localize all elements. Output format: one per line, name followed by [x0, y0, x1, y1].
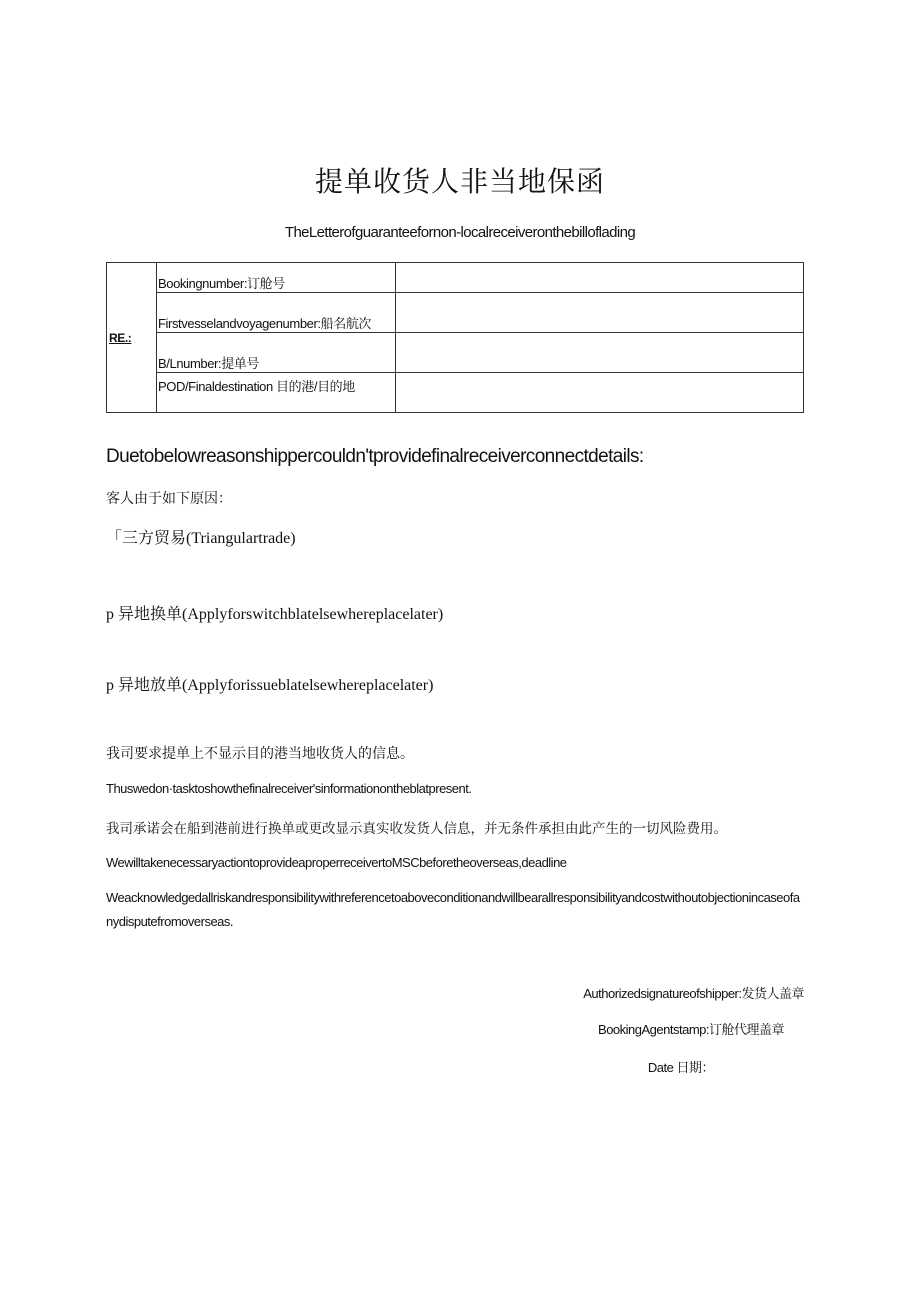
agent-stamp-label: BookingAgentstamp:订舱代理盖章 — [598, 1022, 784, 1037]
acknowledge-en: Weacknowledgedallriskandresponsibilitywithreferencetoaboveconditionandwillbearallresponsibilityandcostwithoutobjectionincaseofanydisputefromoverseas. — [106, 890, 800, 929]
field-value-bl[interactable] — [396, 333, 804, 373]
option-switch-bl[interactable] — [106, 601, 443, 624]
option-text: 三方贸易(Triangulartrade) — [122, 530, 296, 547]
commit-en: WewilltakenecessaryactiontoprovideaproperreceivertoMSCbeforetheoverseas,deadline — [106, 855, 567, 870]
option-issue-bl[interactable] — [106, 672, 433, 695]
field-value-vessel[interactable] — [396, 293, 804, 333]
request-en: Thuswedon·tasktoshowthefinalreceiver'sinformationontheblatpresent. — [106, 781, 472, 796]
date-label: Date 日期： — [647, 1060, 714, 1075]
field-value-booking[interactable] — [396, 263, 804, 293]
option-text: 异地放单(Applyforissueblatelsewhereplacelater) — [118, 677, 434, 694]
field-value-pod[interactable] — [396, 373, 804, 413]
field-label-pod — [157, 373, 396, 413]
option-triangular-trade[interactable] — [106, 525, 296, 548]
shipper-signature-label: Authorizedsignatureofshipper:发货人盖章 — [583, 986, 804, 1001]
request-cn: 我司要求提单上不显示目的港当地收货人的信息。 — [106, 746, 414, 762]
re-label: RE.: — [109, 330, 132, 345]
document-subtitle: TheLetterofguaranteefornon-localreceiveronthebilloflading — [284, 224, 636, 241]
document-title: 提单收货人非当地保函 — [314, 165, 605, 198]
checkbox-marker: p — [106, 677, 114, 694]
option-text: 异地换单(Applyforswitchblatelsewhereplacelater) — [118, 606, 444, 623]
reason-heading: Duetobelowreasonshippercouldn'tprovidefinalreceiverconnectdetails: — [106, 446, 644, 467]
re-table — [106, 262, 804, 413]
pod-destination-label: POD/Finaldestination 目的港/目的地 — [158, 379, 355, 394]
vessel-voyage-label: Firstvesselandvoyagenumber:船名航次 — [158, 316, 372, 331]
bl-number-label: B/Lnumber:提单号 — [158, 356, 260, 371]
checkbox-marker: p — [106, 606, 114, 623]
commit-cn: 我司承诺会在船到港前进行换单或更改显示真实收发货人信息，并无条件承担由此产生的一切风险费用。 — [106, 821, 727, 837]
field-label-booking — [157, 263, 396, 293]
checkbox-marker: 「 — [106, 530, 123, 547]
field-label-vessel — [157, 293, 396, 333]
re-label-cell — [107, 263, 157, 413]
reason-cn: 客人由于如下原因： — [106, 491, 232, 507]
field-label-bl — [157, 333, 396, 373]
booking-number-label: Bookingnumber:订舱号 — [158, 276, 285, 291]
